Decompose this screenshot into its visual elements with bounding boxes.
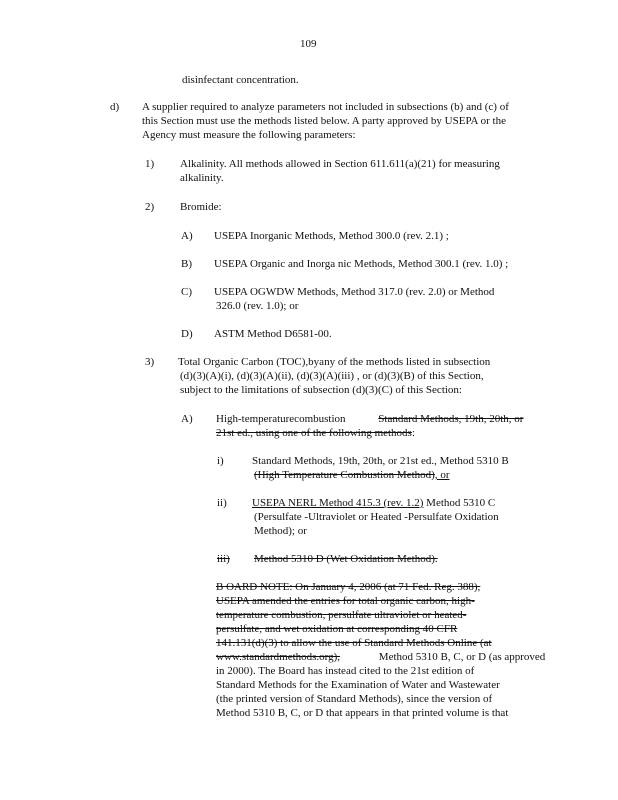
note-line-8: Standard Methods for the Examination of Water and Wastewater — [216, 679, 500, 691]
item-3a-line-2 — [216, 427, 415, 440]
marker-3aiii: iii) — [217, 553, 230, 565]
item-3a-line-2-tail: : — [411, 427, 415, 439]
marker-2c: C) — [181, 286, 192, 298]
marker-d: d) — [110, 101, 120, 113]
marker-2: 2) — [145, 201, 155, 213]
note-line-4: persulfate, and wet oxidation at corresponding 40 CFR — [216, 623, 458, 635]
marker-2d: D) — [181, 328, 193, 340]
note-line-2: USEPA amended the entries for total organic carbon, high- — [216, 595, 475, 607]
item-3ai-line-2 — [254, 469, 449, 482]
marker-3ai: i) — [217, 455, 224, 467]
item-2c-line-2: 326.0 (rev. 1.0); or — [216, 300, 299, 312]
item-3-line-3: subject to the limitations of subsection (d)(3)(C) of this Section: — [180, 384, 462, 396]
note-line-6 — [216, 651, 545, 664]
item-3-line-2: (d)(3)(A)(i), (d)(3)(A)(ii), (d)(3)(A)(iii) , or (d)(3)(B) of this Section, — [180, 370, 484, 382]
marker-3aii: ii) — [217, 497, 227, 509]
note-line-1: B OARD NOTE: On January 4, 2006 (at 71 Fed. Reg. 388), — [216, 581, 481, 593]
item-3aii-line-2: (Persulfate -Ultraviolet or Heated -Persulfate Oxidation — [254, 511, 499, 523]
note-line-6-plain: Method 5310 B, C, or D (as approved — [378, 651, 546, 663]
item-2-label: Bromide: — [180, 201, 222, 213]
note-line-10: Method 5310 B, C, or D that appears in that printed volume is that — [216, 707, 509, 719]
note-line-7: in 2000). The Board has instead cited to the 21st edition of — [216, 665, 475, 677]
section-d-line-3: Agency must measure the following parameters: — [142, 129, 356, 141]
item-2b-text: USEPA Organic and Inorga nic Methods, Method 300.1 (rev. 1.0) ; — [214, 258, 509, 270]
top-fragment: disinfectant concentration. — [182, 74, 299, 86]
note-line-9: (the printed version of Standard Methods), since the version of — [216, 693, 493, 705]
marker-3: 3) — [145, 356, 155, 368]
section-d-line-2: this Section must use the methods listed below. A party approved by USEPA or the — [142, 115, 506, 127]
item-3aii-line-1 — [252, 497, 495, 510]
item-1-line-2: alkalinity. — [180, 172, 224, 184]
item-3a-line-1-plain: High-temperaturecombustion — [216, 413, 346, 425]
item-3a-line-1-struck: Standard Methods, 19th, 20th, or — [378, 413, 524, 425]
marker-2a: A) — [181, 230, 193, 242]
item-3aiii-text: Method 5310 D (Wet Oxidation Method). — [254, 553, 438, 565]
page-number: 109 — [300, 38, 317, 50]
item-1-line-1: Alkalinity. All methods allowed in Section 611.611(a)(21) for measuring — [180, 158, 500, 170]
marker-3a: A) — [181, 413, 193, 425]
item-3aii-line-1-rest: Method 5310 C — [426, 497, 496, 509]
item-3ai-line-2-under: , or — [434, 469, 450, 481]
section-d-line-1: A supplier required to analyze parameters not included in subsections (b) and (c) of — [142, 101, 509, 113]
marker-1: 1) — [145, 158, 155, 170]
item-2c-line-1: USEPA OGWDW Methods, Method 317.0 (rev. 2.0) or Method — [214, 286, 495, 298]
item-3a-line-2-struck: 21st ed., using one of the following methods — [216, 427, 412, 439]
note-line-3: temperature combustion, persulfate ultraviolet or heated- — [216, 609, 467, 621]
item-3aii-line-1-under: USEPA NERL Method 415.3 (rev. 1.2) — [252, 497, 424, 509]
note-line-5: 141.131(d)(3) to allow the use of Standard Methods Online (at — [216, 637, 492, 649]
item-3a-line-1 — [216, 413, 523, 426]
item-2d-text: ASTM Method D6581-00. — [214, 328, 332, 340]
item-3ai-line-2-struck: (High Temperature Combustion Method) — [254, 469, 435, 481]
item-3-line-1: Total Organic Carbon (TOC),byany of the methods listed in subsection — [178, 356, 491, 368]
item-2a-text: USEPA Inorganic Methods, Method 300.0 (rev. 2.1) ; — [214, 230, 449, 242]
item-3ai-line-1: Standard Methods, 19th, 20th, or 21st ed., Method 5310 B — [252, 455, 509, 467]
note-line-6-struck: www.standardmethods.org), — [216, 651, 341, 663]
item-3aii-line-3: Method); or — [254, 525, 307, 537]
marker-2b: B) — [181, 258, 192, 270]
